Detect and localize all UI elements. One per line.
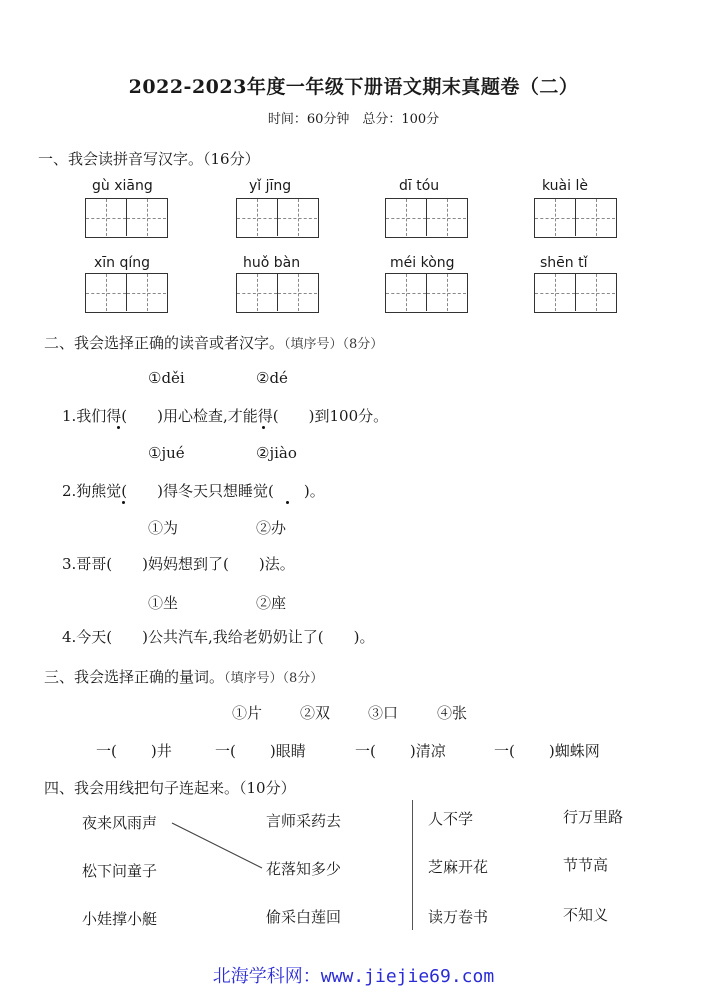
option: ②办 xyxy=(256,519,287,537)
match-item: 言师采药去 xyxy=(266,812,342,830)
column-divider xyxy=(412,800,413,930)
match-item: 行万里路 xyxy=(563,808,624,826)
measure-blank: 一( )蜘蛛网 xyxy=(494,742,600,760)
option: ①jué xyxy=(148,444,185,462)
option: ②jiào xyxy=(256,444,297,462)
match-item: 节节高 xyxy=(563,856,609,874)
option: ②dé xyxy=(256,369,288,387)
option: ②座 xyxy=(256,594,287,612)
measure-blank: 一( )眼睛 xyxy=(215,742,306,760)
pinyin-label: xīn qíng xyxy=(94,255,151,271)
match-item: 小娃撑小艇 xyxy=(82,910,158,928)
match-item: 不知义 xyxy=(563,906,609,924)
page-title: 2022-2023年度一年级下册语文期末真题卷（二） xyxy=(128,76,579,98)
pinyin-label: kuài lè xyxy=(542,178,588,194)
match-item: 芝麻开花 xyxy=(428,858,489,876)
section4-heading: 四、我会用线把句子连起来。（10分） xyxy=(44,779,296,797)
question: 1.我们得( )用心检查,才能得( )到100分。 xyxy=(62,407,389,425)
pinyin-label: gù xiāng xyxy=(92,178,153,194)
option: ①坐 xyxy=(148,594,179,612)
pinyin-label: shēn tǐ xyxy=(540,255,588,271)
option: ①为 xyxy=(148,519,179,537)
pinyin-label: méi kòng xyxy=(390,255,455,271)
option: ②双 xyxy=(300,704,331,722)
measure-blank: 一( )井 xyxy=(96,742,172,760)
option: ①片 xyxy=(232,704,263,722)
option: ③口 xyxy=(368,704,399,722)
question: 4.今天( )公共汽车,我给老奶奶让了( )。 xyxy=(62,628,375,646)
section2-heading: 二、我会选择正确的读音或者汉字。（填序号）（8分） xyxy=(44,334,384,352)
match-item: 松下问童子 xyxy=(82,862,158,880)
match-item: 夜来风雨声 xyxy=(82,814,158,832)
match-item: 偷采白莲回 xyxy=(266,908,342,926)
pinyin-label: yǐ jīng xyxy=(249,178,292,194)
pinyin-label: dī tóu xyxy=(399,178,440,194)
pinyin-label: huǒ bàn xyxy=(243,255,301,271)
match-item: 人不学 xyxy=(428,810,474,828)
section1-heading: 一、我会读拼音写汉字。（16分） xyxy=(38,150,260,168)
measure-blank: 一( )清凉 xyxy=(355,742,446,760)
exam-info: 时间：60分钟 总分：100分 xyxy=(267,112,440,127)
option: ④张 xyxy=(437,704,468,722)
match-item: 读万卷书 xyxy=(428,908,489,926)
match-item: 花落知多少 xyxy=(266,860,342,878)
question: 2.狗熊觉( )得冬天只想睡觉( )。 xyxy=(62,482,325,500)
site-watermark: 北海学科网：www.jiejie69.com xyxy=(212,966,495,987)
section3-heading: 三、我会选择正确的量词。（填序号）（8分） xyxy=(44,668,324,686)
option: ①děi xyxy=(148,369,185,387)
question: 3.哥哥( )妈妈想到了( )法。 xyxy=(62,555,295,573)
